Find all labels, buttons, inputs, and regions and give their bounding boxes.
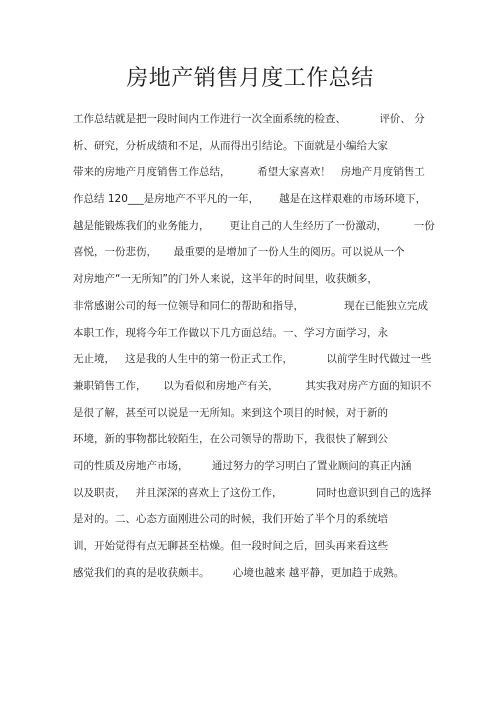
body-line: 环境，新的事物都比较陌生，在公司领导的帮助下，我很快了解到公	[73, 433, 388, 446]
document-title: 房地产销售月度工作总结	[126, 66, 374, 91]
body-line: 非常感谢公司的每一位领导和同仁的帮助和指导， 现在已能独立完成	[73, 299, 429, 312]
body-line: 越是能锻炼我们的业务能力， 更让自己的人生经历了一份激动， 一份	[73, 219, 435, 232]
body-line: 作总结 120___是房地产不平凡的一年， 越是在这样艰难的市场环境下，	[73, 193, 427, 206]
document-body	[73, 106, 433, 586]
body-line: 是对的。二、心态方面刚进公司的时候，我们开始了半个月的系统培	[73, 513, 388, 526]
body-line: 感觉我们的真的是收获颇丰。 心境也越来 越平静，更加趋于成熟。	[73, 566, 405, 579]
body-line: 本职工作，现将今年工作做以下几方面总结。一、学习方面学习，永	[73, 326, 388, 339]
body-line: 析、研究，分析成绩和不足，从而得出引结论。下面就是小编给大家	[73, 139, 388, 152]
body-line: 对房地产“一无所知”的门外人来说，这半年的时间里，收获颇多，	[73, 273, 378, 286]
body-line: 以及职责， 并且深深的喜欢上了这份工作， 同时也意识到自己的选择	[73, 486, 432, 499]
body-line: 司的性质及房地产市场， 通过努力的学习明白了置业顾问的真正内涵	[73, 459, 412, 472]
body-line: 是很了解，甚至可以说是一无所知。来到这个项目的时候，对于新的	[73, 406, 388, 419]
body-line: 工作总结就是把一段时间内工作进行一次全面系统的检查、 评价、 分	[73, 113, 425, 125]
body-line: 喜悦，一份悲伤， 最重要的是增加了一份人生的阅历。可以说从一个	[73, 246, 405, 259]
body-line: 兼职销售工作， 以为看似和房地产有关， 其实我对房产方面的知识不	[73, 379, 432, 392]
body-line: 训，开始觉得有点无聊甚至枯燥。但一段时间之后，回头再来看这些	[73, 540, 388, 552]
body-line: 无止境， 这是我的人生中的第一份正式工作， 以前学生时代做过一些	[73, 353, 432, 366]
body-line: 带来的房地产月度销售工作总结， 希望大家喜欢！ 房地产月度销售工	[73, 166, 425, 179]
